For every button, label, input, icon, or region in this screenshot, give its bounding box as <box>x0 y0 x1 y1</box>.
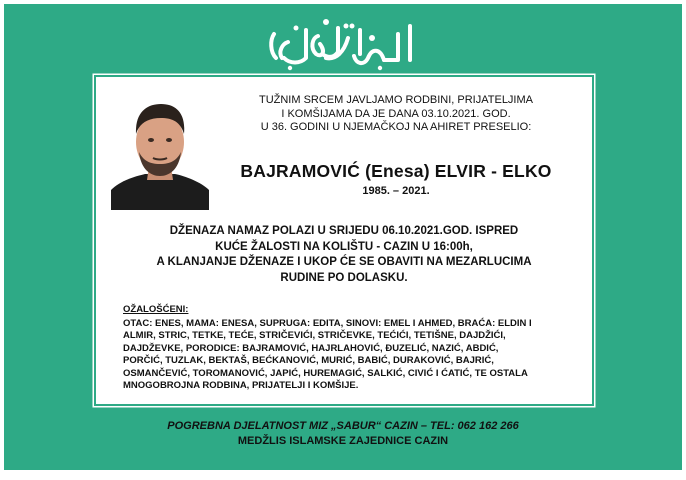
arabic-calligraphy-icon <box>260 8 426 72</box>
mourners-line: PORČIĆ, TUZLAK, BEKTAŠ, BEĆKANOVIĆ, MURIĆ, BABIĆ, DURAKOVIĆ, BAJRIĆ, <box>123 355 494 367</box>
funeral-home-footer <box>4 419 682 449</box>
intro-line: I KOMŠIJAMA DA JE DANA 03.10.2021. GOD. <box>281 107 511 120</box>
funeral-line: RUDINE PO DOLASKU. <box>280 271 408 284</box>
portrait-photo-icon <box>111 94 209 210</box>
mourners-title: OŽALOŠĆENI: <box>123 304 189 315</box>
islamic-community-name: MEDŽLIS ISLAMSKE ZAJEDNICE CAZIN <box>237 435 449 447</box>
intro-line: TUŽNIM SRCEM JAVLJAMO RODBINI, PRIJATELJIMA <box>258 94 533 106</box>
mourners-line: DAJDŽEVKE, PORODICE: BAJRAMOVIĆ, HAJRLAHOVIĆ, ĐUZELIĆ, NAZIĆ, ABDIĆ, <box>123 342 499 354</box>
portrait-photo <box>111 94 209 210</box>
funeral-line: DŽENAZA NAMAZ POLAZI U SRIJEDU 06.10.2021.GOD. ISPRED <box>169 225 519 237</box>
mourners-line: ALMIR, STRIC, TETKE, TEĆE, STRIČEVIĆI, STRIČEVKE, TEĆIĆI, TETIŠNE, DAJDŽIĆI, <box>123 330 506 342</box>
mourners-line: OSMANČEVIĆ, TOROMANOVIĆ, JAPIĆ, HUREMAGIĆ, SALKIĆ, CIVIĆ I ĆATIĆ, TE OSTALA <box>123 367 528 379</box>
mourners-line: OTAC: ENES, MAMA: ENESA, SUPRUGA: EDITA, SINOVI: EMEL I AHMED, BRAĆA: ELDIN I <box>123 318 532 329</box>
deceased-name: BAJRAMOVIĆ (Enesa) ELVIR - ELKO <box>240 161 552 181</box>
funeral-home-contact: POGREBNA DJELATNOST MIZ „SABUR“ CAZIN – TEL: 062 162 266 <box>167 420 519 432</box>
mourners-list <box>123 318 573 392</box>
announcement-intro <box>209 94 583 135</box>
intro-line: U 36. GODINI U NJEMAČKOJ NA AHIRET PRESELIO: <box>260 121 532 133</box>
funeral-line: A KLANJANJE DŽENAZE I UKOP ĆE SE OBAVITI NA MEZARLUCIMA <box>156 256 532 268</box>
obituary-panel <box>96 77 592 404</box>
mourners-line: MNOGOBROJNA RODBINA, PRIJATELJI I KOMŠIJE. <box>123 380 359 392</box>
deceased-years: 1985. – 2021. <box>362 185 430 197</box>
funeral-line: KUĆE ŽALOSTI NA KOLIŠTU - CAZIN U 16:00h, <box>215 240 473 253</box>
funeral-details <box>107 224 581 286</box>
